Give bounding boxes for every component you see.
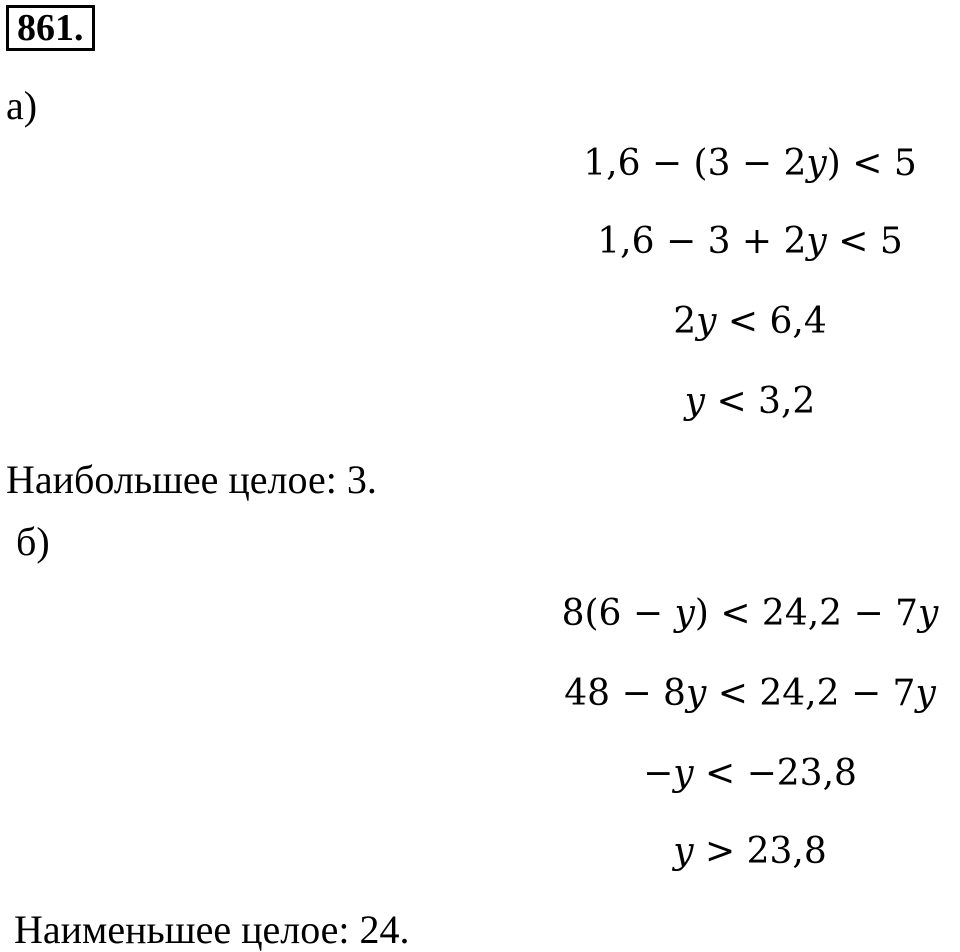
part-b-answer: Наименьшее целое: 24. — [14, 907, 410, 952]
part-a-step-4: 𝑦 < 3,2 — [684, 381, 816, 422]
part-b-step-2: 48 − 8𝑦 < 24,2 − 7𝑦 — [564, 673, 936, 714]
part-b-label: б) — [16, 519, 50, 564]
part-a-answer: Наибольшее целое: 3. — [6, 457, 377, 502]
problem-number: 861. — [6, 5, 95, 51]
part-a-step-2: 1,6 − 3 + 2𝑦 < 5 — [597, 221, 903, 262]
part-b-step-3: −𝑦 < −23,8 — [643, 753, 857, 794]
part-b-step-1: 8(6 − 𝑦) < 24,2 − 7𝑦 — [561, 593, 939, 634]
part-a-step-3: 2𝑦 < 6,4 — [673, 301, 827, 342]
part-a-step-1: 1,6 − (3 − 2𝑦) < 5 — [583, 143, 917, 184]
part-a-label: а) — [6, 83, 38, 128]
part-b-step-4: 𝑦 > 23,8 — [673, 831, 827, 872]
